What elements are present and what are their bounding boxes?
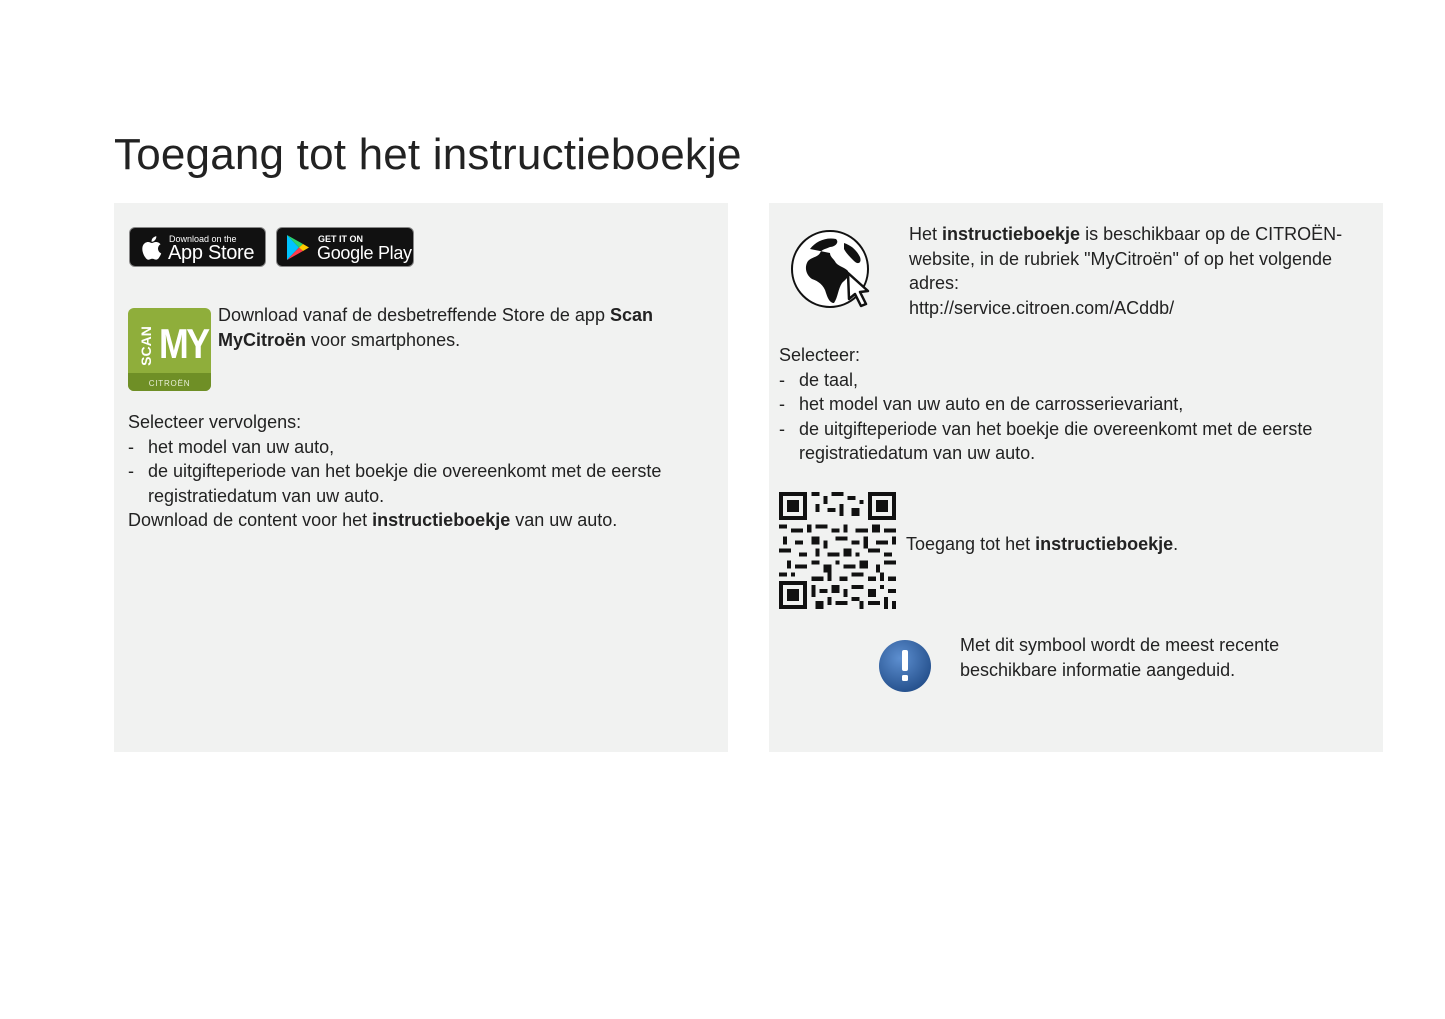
qr-code[interactable] xyxy=(779,492,896,609)
download-text: Download de content voor het instructieboekje van uw auto. xyxy=(128,510,618,530)
app-icon-brand: CITROËN xyxy=(148,379,191,388)
select-heading: Selecteer vervolgens: xyxy=(128,412,302,432)
app-select-block xyxy=(128,410,698,533)
google-play-badge[interactable] xyxy=(276,227,414,267)
list-item: - de taal, xyxy=(779,368,1359,393)
app-intro-text: Download vanaf de desbetreffende Store de app Scan MyCitroën voor smartphones. xyxy=(218,305,653,350)
web-panel xyxy=(769,203,1383,752)
service-url-link[interactable]: http://service.citroen.com/ACddb/ xyxy=(909,297,1175,318)
list-item: - de uitgifteperiode van het boekje die overeenkomt met de eerste registratiedatum van uw auto. xyxy=(779,417,1359,466)
google-play-icon xyxy=(286,234,310,261)
select-list xyxy=(779,368,1359,466)
select-list xyxy=(128,435,698,509)
info-note: Met dit symbool wordt de meest recente beschikbare informatie aangeduid. xyxy=(960,635,1280,680)
google-play-label: Google Play xyxy=(317,243,412,263)
scan-mycitroen-app-icon xyxy=(128,308,211,391)
app-panel xyxy=(114,203,728,752)
page-title: Toegang tot het instructieboekje xyxy=(114,130,742,179)
select-heading: Selecteer: xyxy=(779,345,861,365)
web-info-text: Het instructieboekje is beschikbaar op de CITROËN-website, in de rubriek "MyCitroën" of op het volgende adres: http://service.citroen.com/ACddb/ xyxy=(909,222,1369,320)
apple-icon xyxy=(140,235,162,261)
app-icon-my-text: MY xyxy=(159,320,208,367)
list-item: - het model van uw auto en de carrosserievariant, xyxy=(779,392,1359,417)
qr-caption: Toegang tot het instructieboekje. xyxy=(906,534,1179,554)
google-play-small-label: GET IT ON xyxy=(318,234,363,244)
list-item: - het model van uw auto, xyxy=(128,435,698,460)
globe-cursor-icon xyxy=(790,227,880,319)
app-icon-scan-text: SCAN xyxy=(138,326,154,366)
app-store-badge[interactable] xyxy=(129,227,266,267)
info-exclamation-icon xyxy=(878,639,932,693)
web-select-block xyxy=(779,343,1359,466)
app-store-label: App Store xyxy=(168,242,255,264)
list-item: - de uitgifteperiode van het boekje die overeenkomt met de eerste registratiedatum van uw auto. xyxy=(128,459,698,508)
app-store-small-label: Download on the xyxy=(169,234,237,244)
